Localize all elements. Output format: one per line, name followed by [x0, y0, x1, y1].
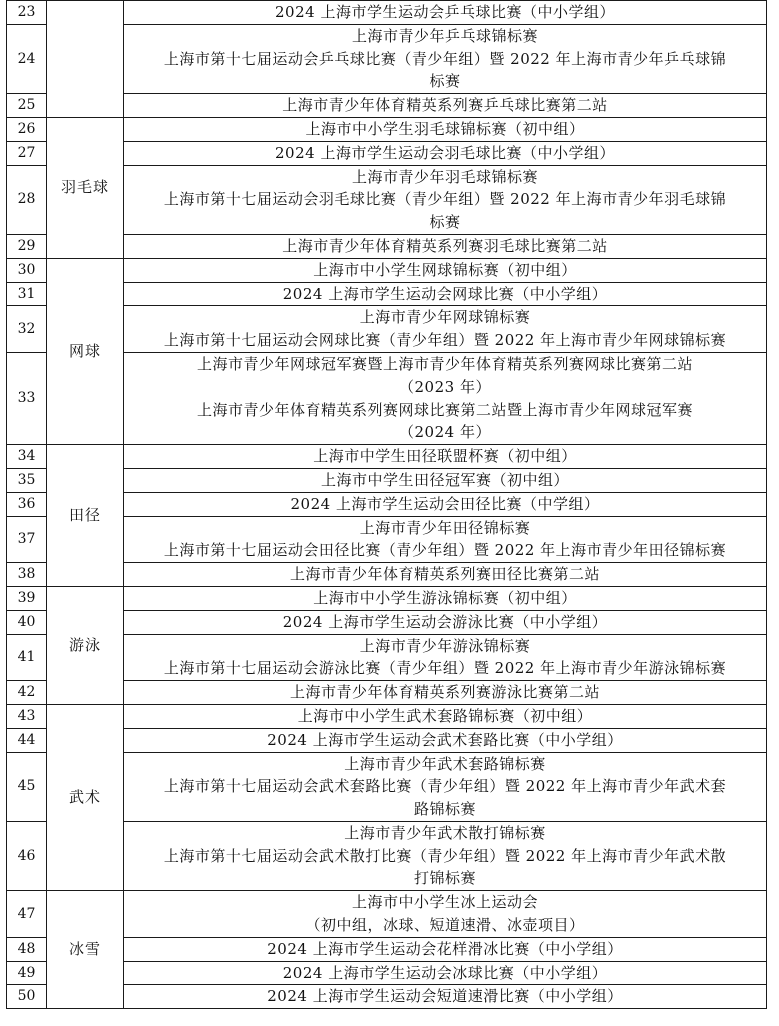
- row-number: 28: [7, 165, 47, 234]
- competition-name: [124, 516, 767, 563]
- competition-name: [124, 728, 767, 752]
- table-row: [7, 704, 767, 728]
- competition-name-line: 上海市青少年乒乓球锦标赛: [351, 26, 538, 45]
- row-number: 39: [7, 586, 47, 610]
- row-number: 33: [7, 352, 47, 444]
- competition-name-line: （2024 年）: [399, 423, 491, 442]
- competition-name-line: 标赛: [429, 213, 461, 232]
- row-number: 50: [7, 985, 47, 1009]
- competition-name: [124, 704, 767, 728]
- competition-name: [124, 306, 767, 353]
- competition-name: [124, 117, 767, 141]
- competition-name: [124, 681, 767, 705]
- competition-table: [6, 0, 767, 1009]
- competition-name-line: （初中组，冰球、短道速滑、冰壶项目）: [305, 916, 585, 935]
- row-number: 26: [7, 117, 47, 141]
- competition-name-line: 2024 上海市学生运动会乒乓球比赛（中小学组）: [275, 3, 615, 21]
- sport-category: 田径: [47, 445, 124, 587]
- competition-name: [124, 445, 767, 469]
- row-number: 35: [7, 468, 47, 492]
- competition-name: [124, 468, 767, 492]
- row-number: 49: [7, 961, 47, 985]
- competition-name-line: 2024 上海市学生运动会花样滑冰比赛（中小学组）: [267, 939, 623, 958]
- competition-name-line: 上海市中小学生冰上运动会: [351, 893, 538, 912]
- sport-category: 游泳: [47, 586, 124, 704]
- competition-table-body: [7, 1, 767, 1009]
- competition-name-line: 上海市中小学生武术套路锦标赛（初中组）: [297, 706, 593, 725]
- competition-name-line: 路锦标赛: [413, 800, 476, 819]
- row-number: 38: [7, 563, 47, 587]
- competition-name-line: 上海市青少年体育精英系列赛羽毛球比赛第二站: [282, 236, 608, 255]
- table-row: [7, 1, 767, 25]
- table-row: [7, 891, 767, 938]
- competition-name-line: 2024 上海市学生运动会短道速滑比赛（中小学组）: [267, 987, 623, 1006]
- competition-name: [124, 258, 767, 282]
- competition-name: [124, 985, 767, 1009]
- competition-name-line: 上海市第十七届运动会羽毛球比赛（青少年组）暨 2022 年上海市青少年羽毛球锦: [163, 190, 727, 209]
- competition-name: [124, 282, 767, 306]
- sport-category: 网球: [47, 258, 124, 444]
- competition-name-line: 上海市第十七届运动会网球比赛（青少年组）暨 2022 年上海市青少年网球锦标赛: [163, 331, 727, 350]
- table-row: [7, 445, 767, 469]
- competition-name-line: 上海市青少年网球冠军赛暨上海市青少年体育精英系列赛网球比赛第二站: [196, 354, 693, 373]
- competition-name-line: 上海市第十七届运动会武术散打比赛（青少年组）暨 2022 年上海市青少年武术散: [163, 846, 727, 865]
- competition-name: [124, 94, 767, 118]
- competition-name-line: 标赛: [429, 72, 461, 91]
- competition-name-line: 上海市青少年游泳锦标赛: [359, 636, 531, 655]
- competition-name-line: 上海市青少年体育精英系列赛游泳比赛第二站: [289, 683, 600, 702]
- sport-category: 羽毛球: [47, 117, 124, 258]
- competition-name: [124, 634, 767, 681]
- competition-name: [124, 610, 767, 634]
- row-number: 37: [7, 516, 47, 563]
- row-number: 40: [7, 610, 47, 634]
- row-number: 29: [7, 234, 47, 258]
- competition-name-line: 上海市青少年羽毛球锦标赛: [351, 167, 538, 186]
- competition-name-line: 上海市青少年体育精英系列赛田径比赛第二站: [289, 565, 600, 584]
- row-number: 47: [7, 891, 47, 938]
- competition-name: [124, 937, 767, 961]
- competition-name: [124, 234, 767, 258]
- competition-name-line: 上海市第十七届运动会游泳比赛（青少年组）暨 2022 年上海市青少年游泳锦标赛: [163, 659, 727, 678]
- competition-name-line: 2024 上海市学生运动会网球比赛（中小学组）: [282, 284, 608, 303]
- sport-category: 武术: [47, 704, 124, 890]
- row-number: 34: [7, 445, 47, 469]
- competition-name-line: 2024 上海市学生运动会田径比赛（中学组）: [290, 494, 600, 513]
- competition-name: [124, 141, 767, 165]
- competition-name: [124, 1, 767, 25]
- competition-name-line: 2024 上海市学生运动会冰球比赛（中小学组）: [282, 963, 608, 982]
- competition-name-line: 上海市中小学生羽毛球锦标赛（初中组）: [305, 119, 585, 138]
- table-row: [7, 258, 767, 282]
- row-number: 23: [7, 1, 47, 25]
- table-row: [7, 117, 767, 141]
- competition-name: [124, 563, 767, 587]
- competition-name: [124, 165, 767, 234]
- row-number: 41: [7, 634, 47, 681]
- competition-name-line: 上海市青少年武术套路锦标赛: [344, 754, 546, 773]
- competition-name-line: 上海市青少年田径锦标赛: [359, 518, 531, 537]
- competition-name-line: 上海市第十七届运动会乒乓球比赛（青少年组）暨 2022 年上海市青少年乒乓球锦: [163, 49, 727, 68]
- competition-name-line: 2024 上海市学生运动会羽毛球比赛（中小学组）: [275, 143, 615, 162]
- competition-name: [124, 24, 767, 93]
- row-number: 25: [7, 94, 47, 118]
- competition-name-line: 上海市青少年武术散打锦标赛: [344, 823, 546, 842]
- competition-name: [124, 752, 767, 821]
- row-number: 36: [7, 492, 47, 516]
- competition-name: [124, 891, 767, 938]
- competition-name: [124, 492, 767, 516]
- row-number: 31: [7, 282, 47, 306]
- competition-name-line: 2024 上海市学生运动会游泳比赛（中小学组）: [282, 612, 608, 631]
- competition-name-line: 上海市第十七届运动会武术套路比赛（青少年组）暨 2022 年上海市青少年武术套: [163, 777, 727, 796]
- competition-name-line: 2024 上海市学生运动会武术套路比赛（中小学组）: [267, 730, 623, 749]
- sport-category: 冰雪: [47, 891, 124, 1009]
- competition-name: [124, 352, 767, 444]
- row-number: 30: [7, 258, 47, 282]
- row-number: 45: [7, 752, 47, 821]
- competition-name-line: 上海市中学生田径联盟杯赛（初中组）: [313, 447, 577, 466]
- competition-name-line: 打锦标赛: [413, 869, 476, 888]
- competition-name-line: 上海市青少年体育精英系列赛网球比赛第二站暨上海市青少年网球冠军赛: [196, 400, 693, 419]
- row-number: 44: [7, 728, 47, 752]
- row-number: 27: [7, 141, 47, 165]
- competition-name: [124, 961, 767, 985]
- competition-name: [124, 586, 767, 610]
- row-number: 42: [7, 681, 47, 705]
- competition-name-line: 上海市第十七届运动会田径比赛（青少年组）暨 2022 年上海市青少年田径锦标赛: [163, 541, 727, 560]
- competition-name: [124, 821, 767, 890]
- sport-category: [47, 1, 124, 118]
- competition-name-line: （2023 年）: [399, 377, 491, 396]
- row-number: 24: [7, 24, 47, 93]
- competition-name-line: 上海市青少年体育精英系列赛乒乓球比赛第二站: [282, 96, 608, 115]
- row-number: 46: [7, 821, 47, 890]
- row-number: 32: [7, 306, 47, 353]
- competition-name-line: 上海市中学生田径冠军赛（初中组）: [320, 470, 569, 489]
- row-number: 43: [7, 704, 47, 728]
- competition-name-line: 上海市中小学生网球锦标赛（初中组）: [313, 260, 577, 279]
- row-number: 48: [7, 937, 47, 961]
- competition-name-line: 上海市中小学生游泳锦标赛（初中组）: [313, 588, 577, 607]
- table-row: [7, 586, 767, 610]
- competition-name-line: 上海市青少年网球锦标赛: [359, 308, 531, 327]
